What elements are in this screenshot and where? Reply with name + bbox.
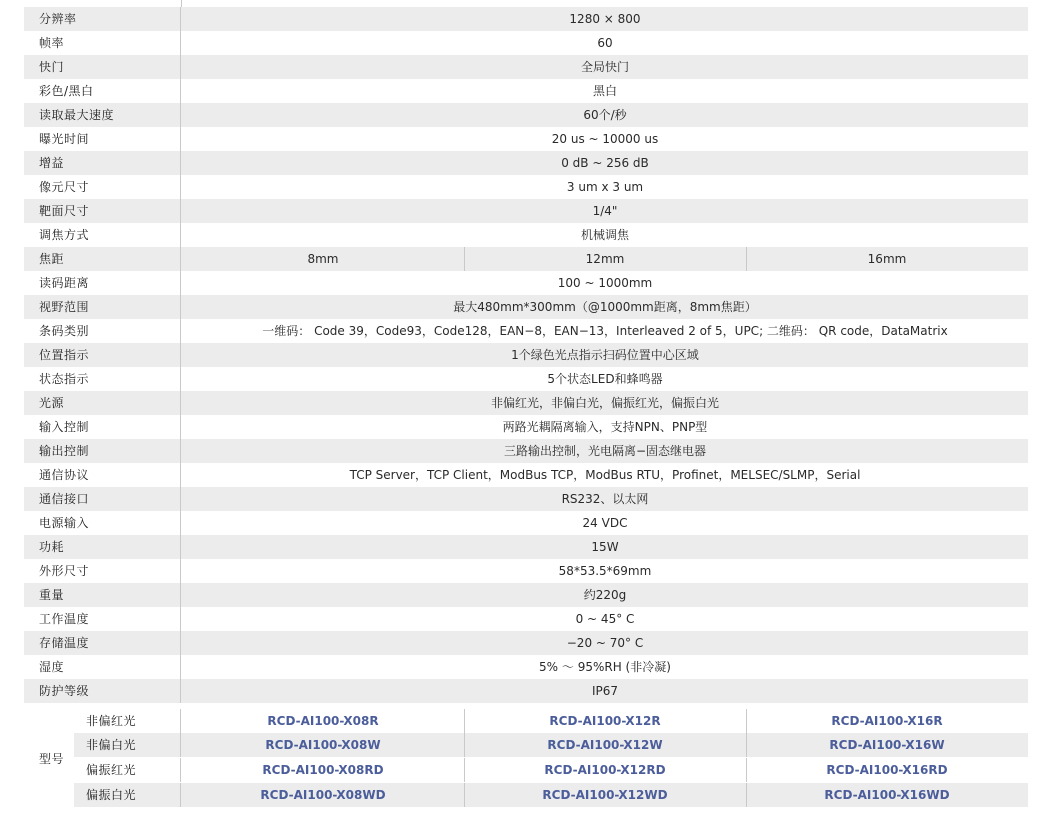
model-number: RCD-AI100-X16R (746, 709, 1028, 733)
spec-value: 60 (597, 36, 613, 50)
spec-label: 重量 (24, 583, 181, 607)
spec-label: 彩色/黑白 (24, 79, 181, 103)
model-row (74, 758, 1028, 782)
spec-label: 防护等级 (24, 679, 181, 703)
spec-value: 约220g (583, 588, 627, 602)
spec-label: 工作温度 (24, 607, 181, 631)
model-table (24, 709, 1028, 807)
spec-value: 100 ~ 1000mm (557, 276, 653, 290)
spec-label: 视野范围 (24, 295, 181, 319)
spec-row-max-read-speed (24, 103, 1028, 127)
spec-value: 24 VDC (582, 516, 628, 530)
model-number: RCD-AI100-X08WD (260, 788, 386, 802)
spec-value: 1/4" (592, 204, 618, 218)
spec-value: IP67 (591, 684, 619, 698)
model-number: RCD-AI100-X12RD (464, 758, 746, 782)
model-variant-label: 偏振白光 (74, 783, 181, 807)
spec-value: 5个状态LED和蜂鸣器 (547, 372, 663, 386)
spec-row-focus-mode (24, 223, 1028, 247)
spec-row-humidity (24, 655, 1028, 679)
spec-value: 非偏红光，非偏白光，偏振红光，偏振白光 (490, 396, 719, 410)
model-variant-label: 非偏红光 (74, 709, 181, 733)
model-row (74, 709, 1028, 733)
spec-row-field-of-view (24, 295, 1028, 319)
spec-row-status-indicator (24, 367, 1028, 391)
spec-label: 快门 (24, 55, 181, 79)
spec-row-output-control (24, 439, 1028, 463)
spec-table (24, 7, 1028, 703)
spec-label: 电源输入 (24, 511, 181, 535)
spec-value: 机械调焦 (580, 228, 629, 242)
model-cells (182, 758, 1028, 782)
spec-row-storage-temp (24, 631, 1028, 655)
spec-value: 5% ～ 95%RH (非冷凝) (539, 660, 671, 674)
model-group-label: 型号 (39, 751, 65, 766)
spec-row-weight (24, 583, 1028, 607)
spec-row-color-mode (24, 79, 1028, 103)
model-cells (182, 733, 1028, 757)
spec-label: 位置指示 (24, 343, 181, 367)
spec-row-shutter (24, 55, 1028, 79)
top-divider (181, 0, 182, 7)
spec-value: 三路输出控制，光电隔离−固态继电器 (503, 444, 707, 458)
model-number: RCD-AI100-X08RD (262, 763, 384, 777)
spec-value: 20 us ~ 10000 us (551, 132, 659, 146)
model-number: RCD-AI100-X16WD (746, 783, 1028, 807)
spec-value: 3 um x 3 um (566, 180, 644, 194)
spec-row-position-indicator (24, 343, 1028, 367)
spec-value: 两路光耦隔离输入，支持NPN、PNP型 (502, 420, 708, 434)
spec-value: 15W (591, 540, 619, 554)
spec-row-interface (24, 487, 1028, 511)
spec-row-frame-rate (24, 31, 1028, 55)
spec-row-resolution (24, 7, 1028, 31)
spec-value: RS232、以太网 (561, 492, 649, 506)
spec-label: 状态指示 (24, 367, 181, 391)
spec-label: 光源 (24, 391, 181, 415)
spec-label: 焦距 (24, 247, 181, 271)
spec-row-operating-temp (24, 607, 1028, 631)
model-number: RCD-AI100-X08R (267, 714, 379, 728)
spec-value-multi (182, 247, 1028, 271)
spec-label: 帧率 (24, 31, 181, 55)
spec-row-power-input (24, 511, 1028, 535)
spec-row-exposure (24, 127, 1028, 151)
spec-label: 读码距离 (24, 271, 181, 295)
model-number: RCD-AI100-X08W (265, 738, 381, 752)
spec-row-barcode-types (24, 319, 1028, 343)
model-row (74, 783, 1028, 807)
spec-row-sensor-size (24, 199, 1028, 223)
spec-label: 通信协议 (24, 463, 181, 487)
spec-value: 最大480mm*300mm（@1000mm距离，8mm焦距） (453, 300, 757, 314)
spec-label: 存储温度 (24, 631, 181, 655)
model-number: RCD-AI100-X16W (746, 733, 1028, 757)
spec-label: 靶面尺寸 (24, 199, 181, 223)
spec-value: 1280 × 800 (569, 12, 641, 26)
model-number: RCD-AI100-X16RD (746, 758, 1028, 782)
spec-row-read-distance (24, 271, 1028, 295)
spec-value: 0 dB ~ 256 dB (561, 156, 649, 170)
spec-value: 1个绿色光点指示扫码位置中心区域 (511, 348, 699, 362)
spec-value: 一维码： Code 39，Code93，Code128，EAN−8，EAN−13，Interleaved 2 of 5，UPC; 二维码： QR code，DataMatrix (262, 324, 948, 338)
spec-value: 全局快门 (580, 60, 629, 74)
focal-length-cell: 8mm (307, 252, 339, 266)
spec-label: 湿度 (24, 655, 181, 679)
spec-label: 读取最大速度 (24, 103, 181, 127)
model-number: RCD-AI100-X12R (464, 709, 746, 733)
model-number: RCD-AI100-X12W (464, 733, 746, 757)
spec-row-pixel-size (24, 175, 1028, 199)
spec-label: 增益 (24, 151, 181, 175)
spec-label: 外形尺寸 (24, 559, 181, 583)
focal-length-cell: 16mm (746, 247, 1028, 271)
spec-row-input-control (24, 415, 1028, 439)
spec-value: 60个/秒 (583, 108, 627, 122)
spec-row-power-consumption (24, 535, 1028, 559)
spec-label: 输入控制 (24, 415, 181, 439)
spec-label: 通信接口 (24, 487, 181, 511)
spec-value: 58*53.5*69mm (558, 564, 652, 578)
spec-row-light-source (24, 391, 1028, 415)
model-cells (182, 783, 1028, 807)
spec-label: 分辨率 (24, 7, 181, 31)
spec-value: TCP Server，TCP Client，ModBus TCP，ModBus RTU，Profinet，MELSEC/SLMP，Serial (349, 468, 861, 482)
model-row (74, 733, 1028, 757)
spec-label: 输出控制 (24, 439, 181, 463)
spec-label: 曝光时间 (24, 127, 181, 151)
spec-label: 像元尺寸 (24, 175, 181, 199)
focal-length-cell: 12mm (464, 247, 746, 271)
spec-label: 条码类别 (24, 319, 181, 343)
model-cells (182, 709, 1028, 733)
spec-row-protection-rating (24, 679, 1028, 703)
spec-row-protocol (24, 463, 1028, 487)
model-variant-label: 非偏白光 (74, 733, 181, 757)
spec-label: 功耗 (24, 535, 181, 559)
spec-row-gain (24, 151, 1028, 175)
model-number: RCD-AI100-X12WD (464, 783, 746, 807)
spec-value: −20 ~ 70° C (566, 636, 644, 650)
spec-label: 调焦方式 (24, 223, 181, 247)
model-variant-label: 偏振红光 (74, 758, 181, 782)
spec-row-focal-length (24, 247, 1028, 271)
spec-value: 黑白 (592, 84, 617, 98)
spec-row-dimensions (24, 559, 1028, 583)
spec-value: 0 ~ 45° C (575, 612, 635, 626)
